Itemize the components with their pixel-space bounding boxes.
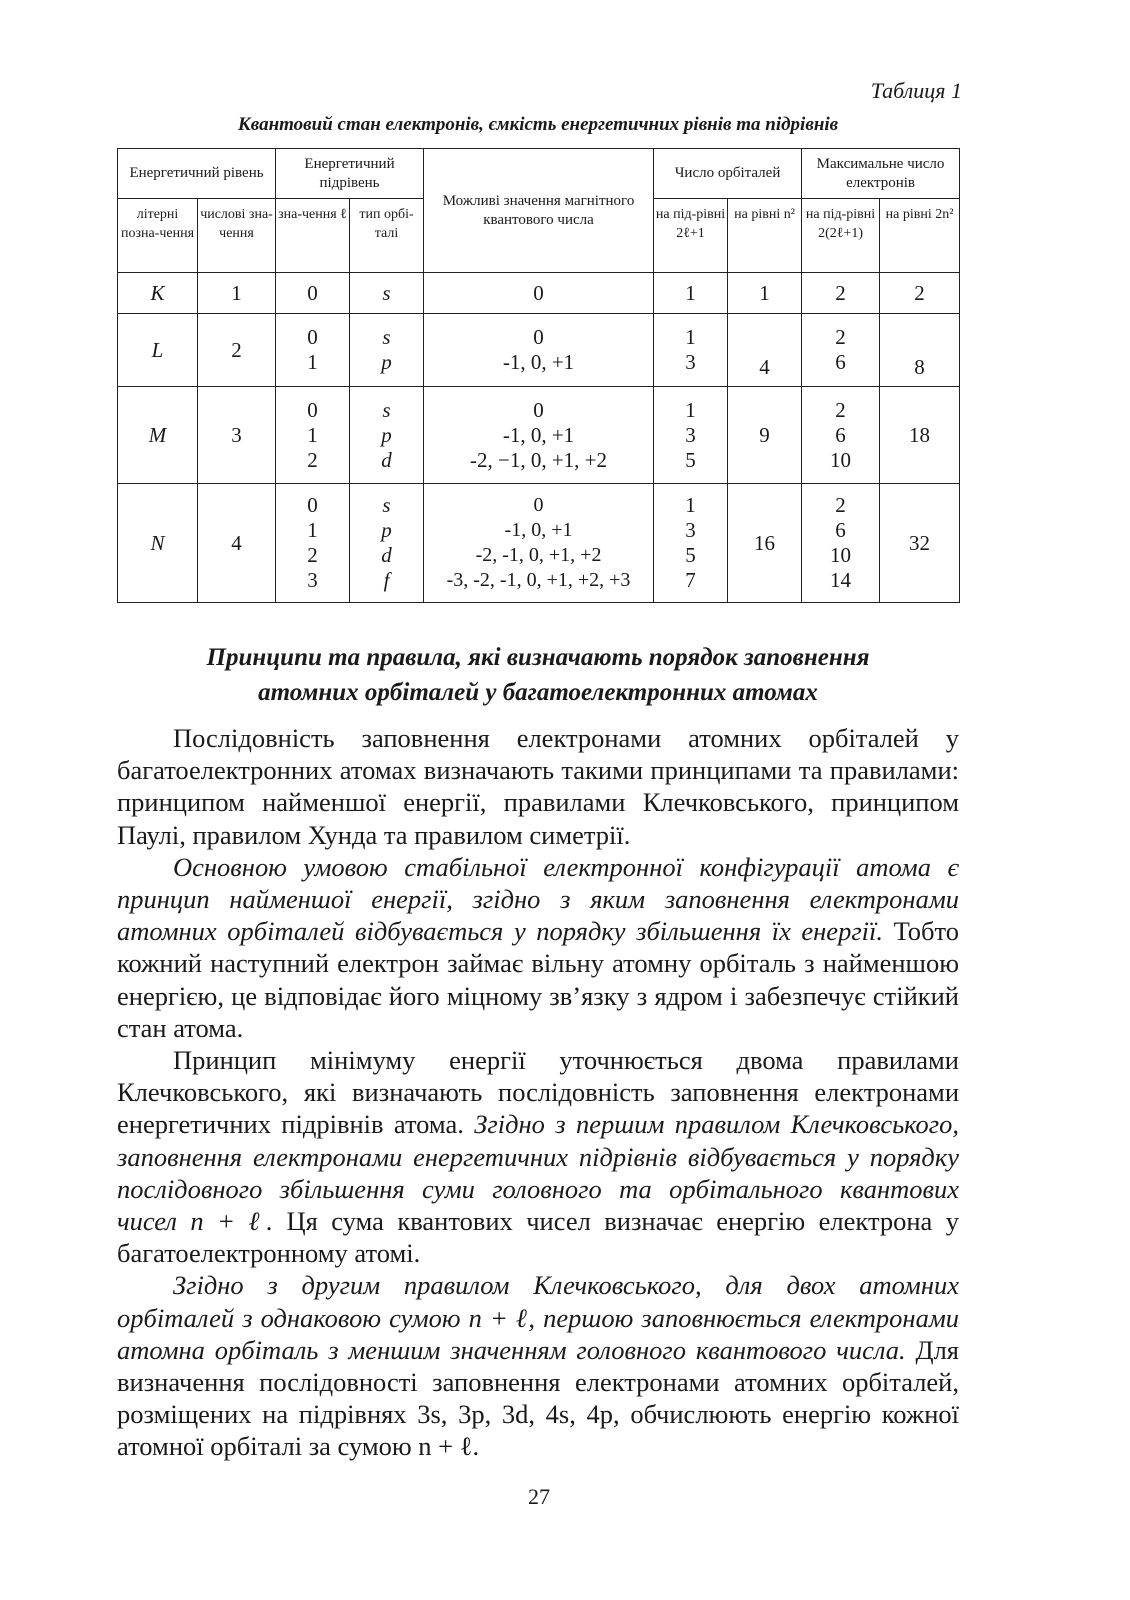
paragraph — [117, 851, 959, 1044]
header-magnetic-values: Можливі значення магнітного квантового числа — [424, 149, 654, 273]
electrons-per-level: 32 — [880, 484, 960, 603]
subheader-l-value: зна-чення ℓ — [276, 199, 350, 273]
header-energy-sublevel: Енергетичний підрівень — [276, 149, 424, 199]
header-orbital-count: Число орбіталей — [654, 149, 802, 199]
table-header-row — [118, 149, 960, 199]
body-text — [117, 722, 959, 1463]
subheader-orbitals-per-sublevel: на під-рівні 2ℓ+1 — [654, 199, 728, 273]
orbitals-per-level: 9 — [728, 387, 802, 484]
electrons-per-level: 18 — [880, 387, 960, 484]
paragraph-text: Принцип мінімуму енергії уточнюється двома правилами Клечковського, які визначають послідовність заповнення електронами енергетичних підрівнів атома. — [117, 1045, 959, 1140]
orbital-types: s p d — [350, 387, 424, 484]
subheader-letter: літерні позна-чення — [118, 199, 198, 273]
section-heading-line: Принципи та правила, які визначають порядок заповнення — [206, 644, 870, 671]
electrons-per-sublevel: 2 6 — [802, 314, 880, 387]
level-letter: M — [118, 387, 198, 484]
orbitals-per-sublevel: 1 3 5 — [654, 387, 728, 484]
l-values: 0 1 — [276, 314, 350, 387]
paragraph-text: Для визначення послідовності заповнення електронами атомних орбіталей, розміщених на підрівнях 3s, 3p, 3d, 4s, 4p, обчислюють енергію кожної атомної орбіталі за сумою n + ℓ. — [117, 1334, 959, 1462]
magnetic-values: 0 -1, 0, +1 -2, -1, 0, +1, +2 -3, -2, -1, 0, +1, +2, +3 — [424, 484, 654, 603]
orbital-types: s p — [350, 314, 424, 387]
electrons-per-level: 2 — [880, 273, 960, 314]
orbital-types: s p d f — [350, 484, 424, 603]
electrons-per-sublevel: 2 6 10 — [802, 387, 880, 484]
electrons-per-sublevel: 2 — [802, 273, 880, 314]
level-letter: L — [118, 314, 198, 387]
l-values: 0 — [276, 273, 350, 314]
level-letter: N — [118, 484, 198, 603]
level-number: 2 — [198, 314, 276, 387]
level-number: 4 — [198, 484, 276, 603]
orbitals-per-level: 16 — [728, 484, 802, 603]
table-caption: Квантовий стан електронів, ємкість енергетичних рівнів та підрівнів — [237, 114, 839, 135]
section-heading-line: атомних орбіталей у багатоелектронних атомах — [258, 679, 818, 706]
header-max-electrons: Максимальне число електронів — [802, 149, 960, 199]
orbital-types: s — [350, 273, 424, 314]
paragraph-text: Ця сума квантових чисел визначає енергію електрона у багатоелектронному атомі. — [117, 1206, 960, 1269]
page-number: 27 — [528, 1484, 550, 1509]
orbitals-per-sublevel: 1 3 — [654, 314, 728, 387]
subheader-orbital-type: тип орбі-талі — [350, 199, 424, 273]
table-row — [118, 387, 960, 484]
level-letter: K — [118, 273, 198, 314]
electrons-per-level: 8 — [880, 314, 960, 387]
italic-text: Згідно з першим правилом Клечковського, заповнення електронами енергетичних підрівнів відбувається у порядку послідовного збільшення суми головного та орбітального квантових чисел n + ℓ. — [117, 1109, 959, 1237]
subheader-orbitals-per-level: на рівні n² — [728, 199, 802, 273]
italic-text: Основною умовою стабільної електронної конфігурації атома є принцип найменшої енергії, згідно з яким заповнення електронами атомних орбіталей відбувається у порядку збільшення їх енергії. — [117, 851, 959, 947]
l-values: 0 1 2 3 — [276, 484, 350, 603]
quantum-state-table — [117, 148, 960, 603]
subheader-electrons-per-sublevel: на під-рівні 2(2ℓ+1) — [802, 199, 880, 273]
magnetic-values: 0 -1, 0, +1 — [424, 314, 654, 387]
orbitals-per-level: 4 — [728, 314, 802, 387]
paragraph: Послідовність заповнення електронами атомних орбіталей у багатоелектронних атомах визначають такими принципами та правилами: принципом найменшої енергії, правилами Клечковського, принципом Паулі, правилом Хунда та правилом симетрії. — [117, 723, 959, 850]
magnetic-values: 0 -1, 0, +1 -2, −1, 0, +1, +2 — [424, 387, 654, 484]
subheader-electrons-per-level: на рівні 2n² — [880, 199, 960, 273]
orbitals-per-level: 1 — [728, 273, 802, 314]
paragraph — [117, 1269, 959, 1462]
paragraph-text: Тобто кожний наступний електрон займає вільну атомну орбіталь з найменшою енергією, це відповідає його міцному зв’язку з ядром і забезпечує стійкий стан атома. — [117, 916, 959, 1043]
electrons-per-sublevel: 2 6 10 14 — [802, 484, 880, 603]
paragraph — [117, 1044, 959, 1269]
level-number: 1 — [198, 273, 276, 314]
table-label: Таблиця 1 — [870, 78, 962, 103]
level-number: 3 — [198, 387, 276, 484]
magnetic-values: 0 — [424, 273, 654, 314]
section-heading — [118, 640, 958, 710]
header-energy-level: Енергетичний рівень — [118, 149, 276, 199]
table-row — [118, 484, 960, 603]
l-values: 0 1 2 — [276, 387, 350, 484]
table-row — [118, 273, 960, 314]
orbitals-per-sublevel: 1 — [654, 273, 728, 314]
italic-text: Згідно з другим правилом Клечковського, для двох атомних орбіталей з однаковою сумою n + ℓ, першою заповнюється електронами атомна орбіталь з меншим значенням головного квантового числа. — [117, 1270, 959, 1365]
subheader-numeric: числові зна-чення — [198, 199, 276, 273]
table-row — [118, 314, 960, 387]
orbitals-per-sublevel: 1 3 5 7 — [654, 484, 728, 603]
